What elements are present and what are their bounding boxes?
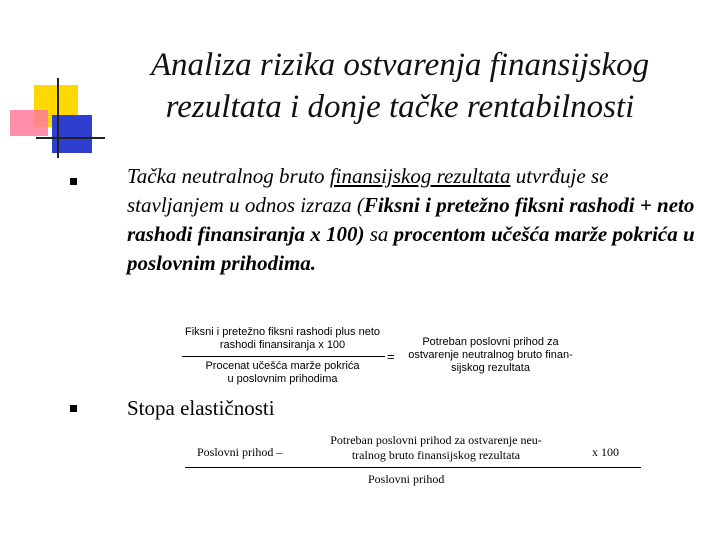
bold-expression-end: procentom učešća marže pokrića u poslovnim prihodima.	[127, 222, 695, 275]
underlined-term: finansijskog rezultata	[329, 164, 511, 188]
formula2-lhs: Poslovni prihod –	[197, 445, 283, 459]
bold-expression: Fiksni i pretežno fiksni rashodi + neto rashodi finansiranja x 100)	[127, 193, 695, 246]
formula-elasticity	[185, 430, 645, 490]
bullet-square-2	[70, 405, 77, 412]
formula2-fraction-line	[185, 467, 641, 468]
formula1-denominator: Procenat učešća marže pokrića u poslovnim prihodima	[205, 360, 360, 385]
bullet-text-1: Tačka neutralnog bruto finansijskog rezultata utvrđuje se stavljanjem u odnos izraza (Fiksni i pretežno fiksni rashodi + neto rashodi finansiranja x 100) sa procentom učešća marže pokrića u poslovnim prihodima.	[127, 164, 695, 275]
slide-title	[110, 44, 690, 128]
bullet-text-2: Stopa elastičnosti	[127, 396, 275, 420]
formula1-result: Potreban poslovni prihod za ostvarenje neutralnog bruto finan- sijskog rezultata	[408, 336, 573, 374]
formula1-equals: =	[387, 349, 395, 364]
formula-neutral-point	[180, 326, 575, 390]
formula2-multiplier: x 100	[592, 445, 619, 459]
title-line-2: rezultata i donje tačke rentabilnosti	[165, 89, 635, 125]
formula1-fraction-line	[182, 356, 385, 357]
formula2-numerator: Potreban poslovni prihod za ostvarenje neu- tralnog bruto finansijskog rezultata	[330, 433, 542, 462]
bullet-square-1	[70, 178, 77, 185]
title-line-1: Analiza rizika ostvarenja finansijskog	[150, 47, 650, 83]
decorative-logo	[0, 0, 110, 170]
logo-pink-rect	[10, 110, 48, 136]
formula1-numerator: Fiksni i pretežno fiksni rashodi plus neto rashodi finansiranja x 100	[184, 326, 381, 351]
formula2-denominator: Poslovni prihod	[368, 472, 445, 486]
